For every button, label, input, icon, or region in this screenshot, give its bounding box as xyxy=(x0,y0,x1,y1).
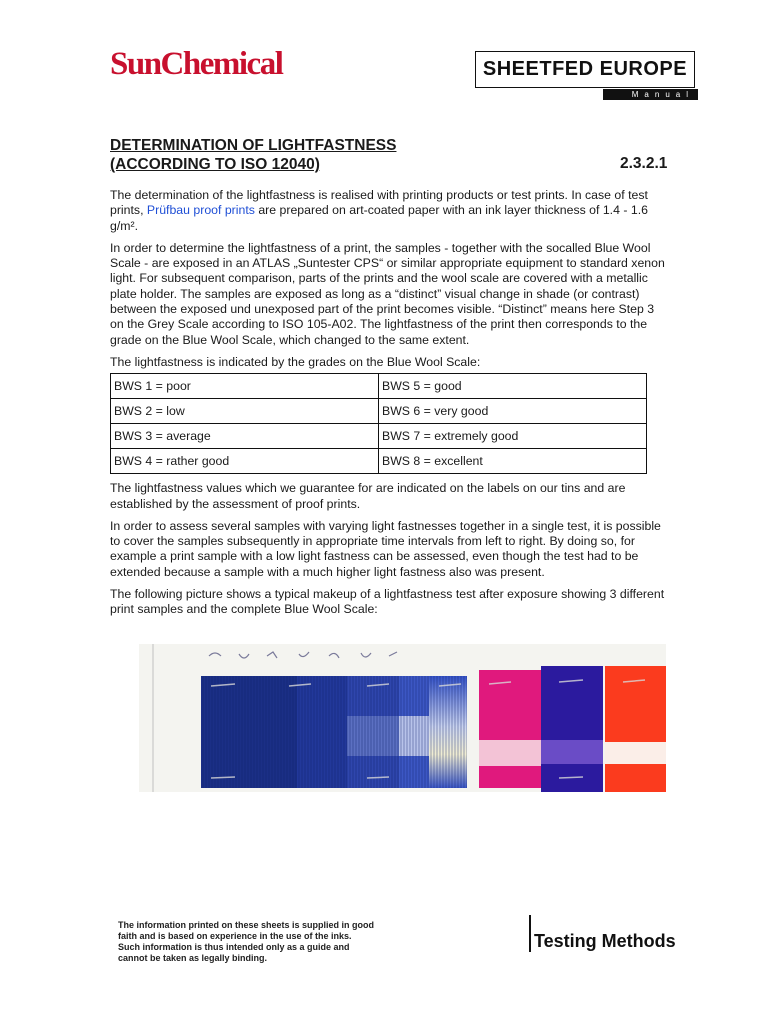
paragraph-1 xyxy=(110,188,670,234)
sunchemical-logo: SunChemical xyxy=(110,46,283,82)
table-row xyxy=(111,424,647,449)
body-text xyxy=(110,188,670,625)
footer-disclaimer xyxy=(118,920,408,964)
table-cell: BWS 1 = poor xyxy=(111,374,379,399)
lightfastness-test-photo xyxy=(139,644,666,792)
bws-table xyxy=(110,373,647,474)
table-row xyxy=(111,374,647,399)
print-samples xyxy=(479,666,666,792)
table-cell: BWS 6 = very good xyxy=(379,399,647,424)
table-cell: BWS 8 = excellent xyxy=(379,449,647,474)
disclaimer-line: faith and is based on experience in the use of the inks. xyxy=(118,931,352,941)
paragraph-3: The lightfastness is indicated by the grades on the Blue Wool Scale: xyxy=(110,354,481,369)
title-line-2: (ACCORDING TO ISO 12040) xyxy=(110,156,320,173)
table-row xyxy=(111,449,647,474)
paragraph-4: The lightfastness values which we guarantee for are indicated on the labels on our tins and are established by the assessment of proof prints. xyxy=(110,481,626,511)
pruefbau-link[interactable]: Prüfbau proof prints xyxy=(146,203,255,218)
title-line-1: DETERMINATION OF LIGHTFASTNESS xyxy=(110,137,397,154)
sheetfed-europe-box: SHEETFED EUROPE xyxy=(475,51,695,88)
paragraph-2: In order to determine the lightfastness of a print, the samples - together with the socalled Blue Wool Scale - are exposed in an ATLAS „Suntester CPS“ or similar appropriate equipment to standard xenon light. For subsequent comparison, parts of the prints and the wool scale are covered with a metallic plate holder. The samples are exposed as long as a “distinct” visual change in shade (or contrast) between the exposed und unexposed part of the print becomes visible. “Distinct” means here Step 3 on the Grey Scale according to ISO 105-A02. The lightfastness of the print then corresponds to the grade on the Blue Wool Scale, which changed to the same extent. xyxy=(110,240,665,347)
table-cell: BWS 3 = average xyxy=(111,424,379,449)
disclaimer-line: The information printed on these sheets is supplied in good xyxy=(118,920,375,930)
table-cell: BWS 7 = extremely good xyxy=(379,424,647,449)
manual-bar: Manual xyxy=(603,89,698,100)
p1-text-b: are prepared on art-coated paper with an ink layer thickness of 1.4 - 1.6 g/m². xyxy=(110,203,648,233)
footer-section-title: Testing Methods xyxy=(534,931,676,951)
blue-wool-scale xyxy=(201,676,467,788)
paragraph-6: The following picture shows a typical makeup of a lightfastness test after exposure showing 3 different print samples and the complete Blue Wool Scale: xyxy=(110,587,665,617)
table-cell: BWS 4 = rather good xyxy=(111,449,379,474)
disclaimer-line: Such information is thus intended only as a guide and xyxy=(118,942,350,952)
page-title xyxy=(110,136,396,174)
p1-text-a: The determination of the lightfastness is realised with printing products or test prints. In case of test prints, xyxy=(110,188,648,218)
table-row xyxy=(111,399,647,424)
table-cell: BWS 5 = good xyxy=(379,374,647,399)
disclaimer-line: cannot be taken as legally binding. xyxy=(118,953,268,963)
footer-divider xyxy=(529,915,531,952)
table-cell: BWS 2 = low xyxy=(111,399,379,424)
section-number: 2.3.2.1 xyxy=(620,155,668,172)
paragraph-5: In order to assess several samples with varying light fastnesses together in a single test, it is possible to cover the samples subsequently in appropriate time intervals from left to right. By doing so, for example a print sample with a low light fastness can be assessed, even though the test had to be extended because a sample with a much higher light fastness also was present. xyxy=(110,518,661,579)
